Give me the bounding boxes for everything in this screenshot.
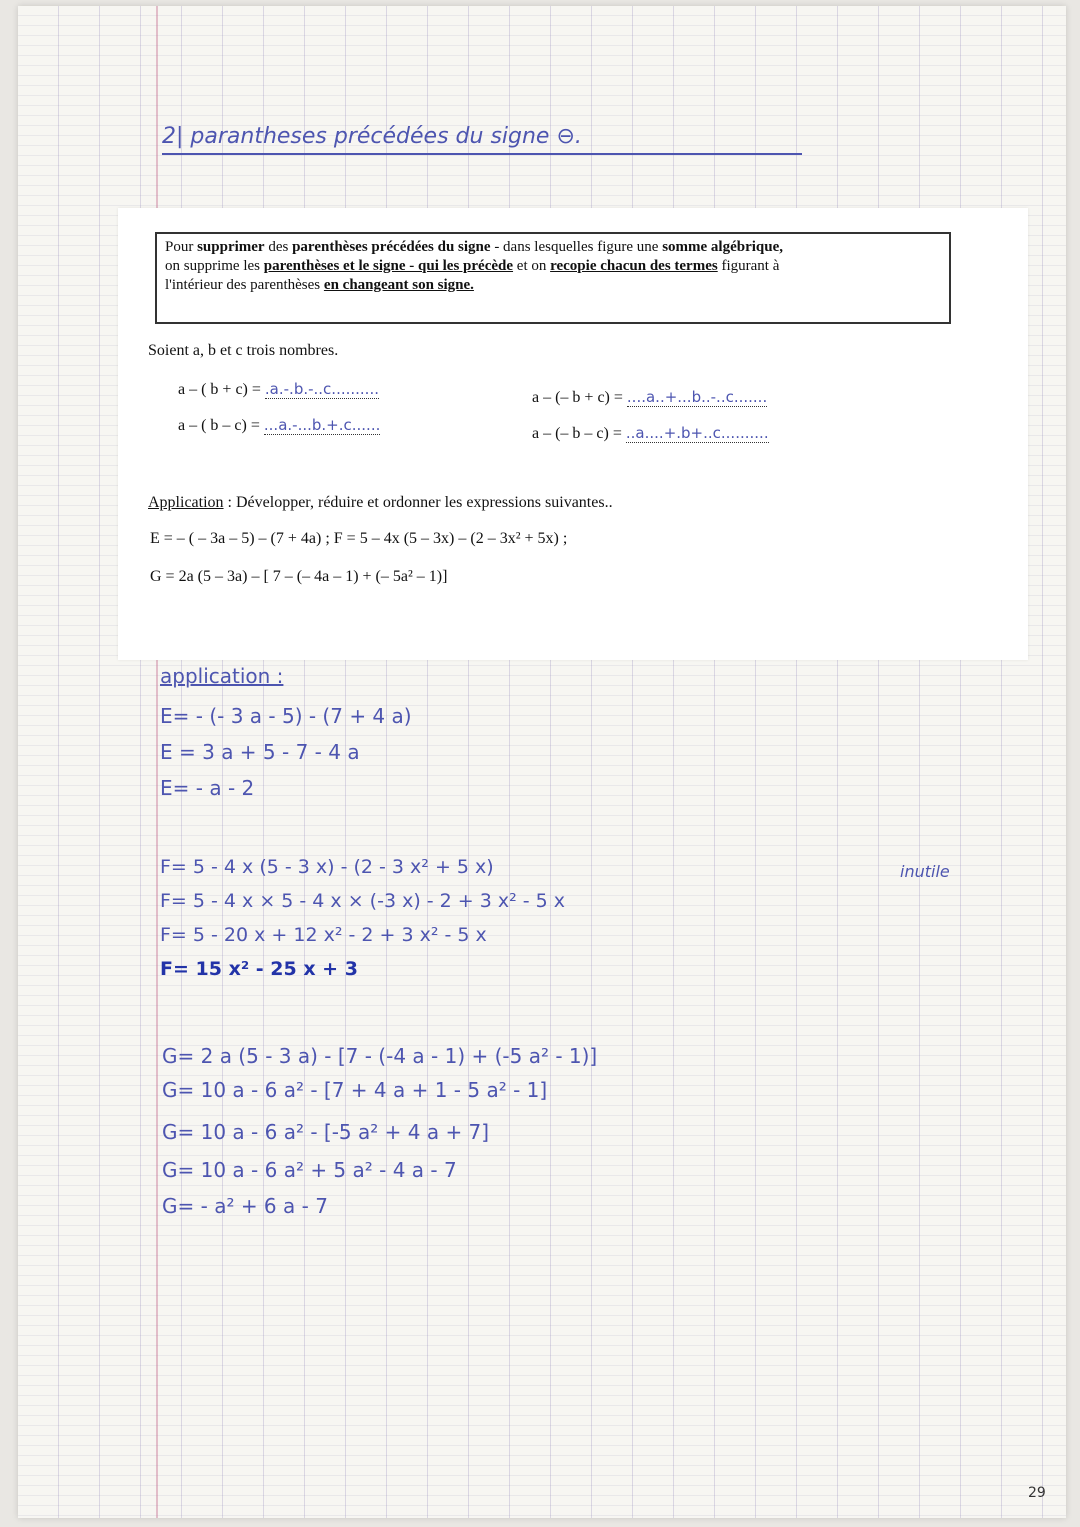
inutile-note: inutile	[900, 862, 950, 881]
page-number: 29	[1028, 1485, 1046, 1501]
identity-2: a – ( b – c) = ...a.-...b.+.c......	[178, 416, 381, 434]
identity-4: a – (– b – c) = ..a....+.b+..c..........	[532, 424, 769, 442]
application-heading: application :	[160, 664, 284, 688]
application-instruction: Application : Développer, réduire et ordonner les expressions suivantes..	[148, 494, 613, 511]
e-line-3: E= - a - 2	[160, 776, 255, 800]
rule-box: Pour supprimer des parenthèses précédées du signe - dans lesquelles figure une somme algébrique, on supprime les parenthèses et le signe - qui les précède et on recopie chacun des termes figurant à l'intérieur des parenthèses en changeant son signe.	[155, 232, 951, 324]
exercise-g: G = 2a (5 – 3a) – [ 7 – (– 4a – 1) + (– 5a² – 1)]	[150, 568, 448, 585]
f-line-1: F= 5 - 4 x (5 - 3 x) - (2 - 3 x² + 5 x)	[160, 856, 494, 878]
identity-1: a – ( b + c) = .a.-.b.-..c..........	[178, 380, 379, 398]
identity-3: a – (– b + c) = ....a..+...b..-..c.......	[532, 388, 768, 406]
f-line-3: F= 5 - 20 x + 12 x² - 2 + 3 x² - 5 x	[160, 924, 487, 946]
e-line-2: E = 3 a + 5 - 7 - 4 a	[160, 740, 360, 764]
exercise-ef: E = – ( – 3a – 5) – (7 + 4a) ; F = 5 – 4x (5 – 3x) – (2 – 3x² + 5x) ;	[150, 530, 568, 547]
g-line-1: G= 2 a (5 - 3 a) - [7 - (-4 a - 1) + (-5 a² - 1)]	[162, 1044, 598, 1068]
g-line-3: G= 10 a - 6 a² - [-5 a² + 4 a + 7]	[162, 1120, 490, 1144]
soient-text: Soient a, b et c trois nombres.	[148, 342, 339, 359]
f-result: F= 15 x² - 25 x + 3	[160, 958, 358, 980]
g-result: G= - a² + 6 a - 7	[162, 1194, 328, 1218]
g-line-4: G= 10 a - 6 a² + 5 a² - 4 a - 7	[162, 1158, 457, 1182]
f-line-2: F= 5 - 4 x × 5 - 4 x × (-3 x) - 2 + 3 x² - 5 x	[160, 890, 566, 912]
g-line-2: G= 10 a - 6 a² - [7 + 4 a + 1 - 5 a² - 1]	[162, 1078, 548, 1102]
section-title: 2| parantheses précédées du signe ⊖.	[162, 124, 802, 155]
e-line-1: E= - (- 3 a - 5) - (7 + 4 a)	[160, 704, 412, 728]
